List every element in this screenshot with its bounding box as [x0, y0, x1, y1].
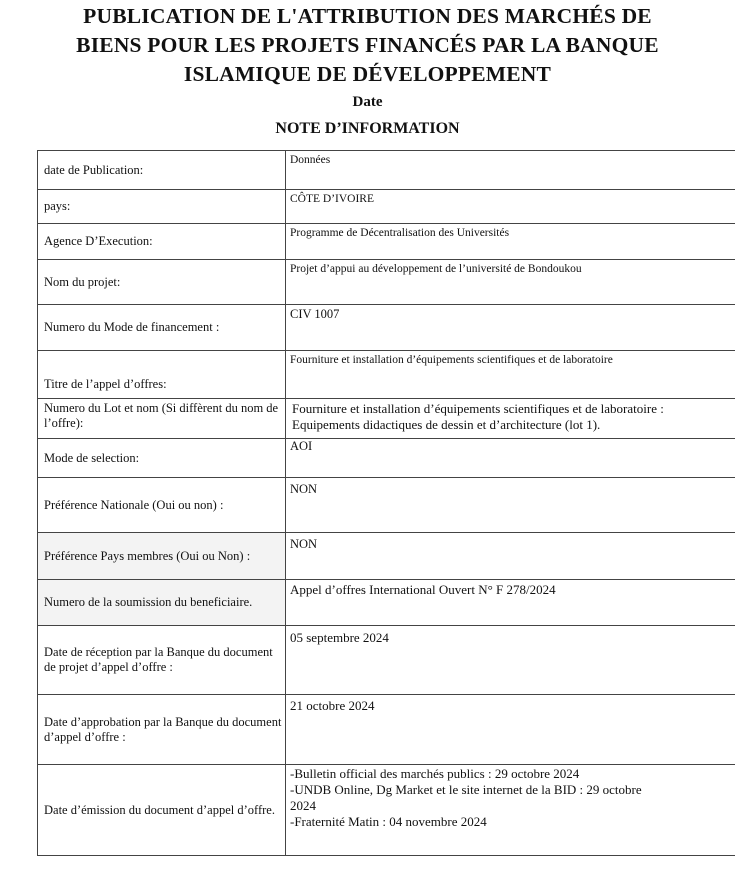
- table-row: [38, 190, 735, 224]
- value-text: NON: [290, 482, 318, 496]
- value-text: 05 septembre 2024: [290, 630, 389, 645]
- table-row: [38, 439, 735, 478]
- value-line: 2024: [290, 798, 316, 813]
- value-line: Fourniture et installation d’équipements scientifiques et de laboratoire :: [292, 401, 664, 416]
- value-text: Appel d’offres International Ouvert N° F 278/2024: [290, 582, 556, 597]
- row-value-agency: [286, 224, 735, 260]
- value-text: 21 octobre 2024: [290, 698, 375, 713]
- note-heading: NOTE D’INFORMATION: [275, 120, 460, 137]
- row-label-agency: Agence D’Execution:: [38, 224, 286, 260]
- label-text: Numero du Lot et nom (Si diffèrent du nom de l’offre):: [44, 401, 279, 430]
- row-label-reception-date: Date de réception par la Banque du document de projet d’appel d’offre :: [38, 626, 286, 695]
- value-text: [290, 399, 735, 433]
- table-row: [38, 260, 735, 305]
- row-value-publication-date: [286, 151, 735, 190]
- row-label-issue-date: Date d’émission du document d’appel d’offre.: [38, 765, 286, 856]
- row-value-national-preference: [286, 478, 735, 533]
- table-row: [38, 695, 735, 765]
- value-line: -Bulletin official des marchés publics : 29 octobre 2024: [290, 766, 580, 781]
- value-text: CÔTE D’IVOIRE: [290, 193, 374, 205]
- table-row: [38, 478, 735, 533]
- table-row: [38, 765, 735, 856]
- row-label-financing-mode: Numero du Mode de financement :: [38, 305, 286, 351]
- table-row: [38, 626, 735, 695]
- table-row: [38, 399, 735, 439]
- row-label-selection-mode: Mode de selection:: [38, 439, 286, 478]
- value-text: AOI: [290, 439, 313, 453]
- row-value-submission-number: [286, 580, 735, 626]
- row-value-lot: [286, 399, 735, 439]
- value-line: -UNDB Online, Dg Market et le site internet de la BID : 29 octobre: [290, 782, 642, 797]
- row-label-submission-number: Numero de la soumission du beneficiaire.: [38, 580, 286, 626]
- row-label-approval-date: Date d’approbation par la Banque du document d’appel d’offre :: [38, 695, 286, 765]
- row-value-country: [286, 190, 735, 224]
- value-text: NON: [290, 537, 318, 551]
- row-label-lot: [38, 399, 286, 439]
- information-table: [37, 150, 735, 856]
- row-value-financing-mode: [286, 305, 735, 351]
- row-label-project-name: Nom du projet:: [38, 260, 286, 305]
- value-text: CIV 1007: [290, 307, 340, 321]
- page-title: [0, 2, 735, 89]
- row-value-tender-title: [286, 351, 735, 399]
- value-text: Projet d’appui au développement de l’université de Bondoukou: [290, 263, 582, 275]
- table-row: [38, 351, 735, 399]
- value-text: Programme de Décentralisation des Universités: [290, 227, 510, 239]
- row-label-tender-title: Titre de l’appel d’offres:: [38, 351, 286, 399]
- table-row: [38, 224, 735, 260]
- row-value-issue-date: [286, 765, 735, 856]
- date-heading: Date: [352, 94, 383, 110]
- row-label-member-preference: Préférence Pays membres (Oui ou Non) :: [38, 533, 286, 580]
- row-value-project-name: [286, 260, 735, 305]
- table-row: [38, 305, 735, 351]
- table-row: [38, 580, 735, 626]
- row-value-approval-date: [286, 695, 735, 765]
- value-text: Fourniture et installation d’équipements scientifiques et de laboratoire: [290, 354, 613, 366]
- title-line: PUBLICATION DE L'ATTRIBUTION DES MARCHÉS DE: [83, 4, 652, 28]
- row-label-national-preference: Préférence Nationale (Oui ou non) :: [38, 478, 286, 533]
- title-line: ISLAMIQUE DE DÉVELOPPEMENT: [183, 62, 552, 86]
- value-text: [290, 765, 735, 830]
- table-row: [38, 533, 735, 580]
- table-row: [38, 151, 735, 190]
- title-line: BIENS POUR LES PROJETS FINANCÉS PAR LA BANQUE: [76, 33, 659, 57]
- row-value-reception-date: [286, 626, 735, 695]
- value-line: -Fraternité Matin : 04 novembre 2024: [290, 814, 487, 829]
- row-label-publication-date: date de Publication:: [38, 151, 286, 190]
- row-label-country: pays:: [38, 190, 286, 224]
- row-value-selection-mode: [286, 439, 735, 478]
- value-text: Données: [290, 154, 331, 166]
- value-line: Equipements didactiques de dessin et d’architecture (lot 1).: [292, 417, 601, 432]
- row-value-member-preference: [286, 533, 735, 580]
